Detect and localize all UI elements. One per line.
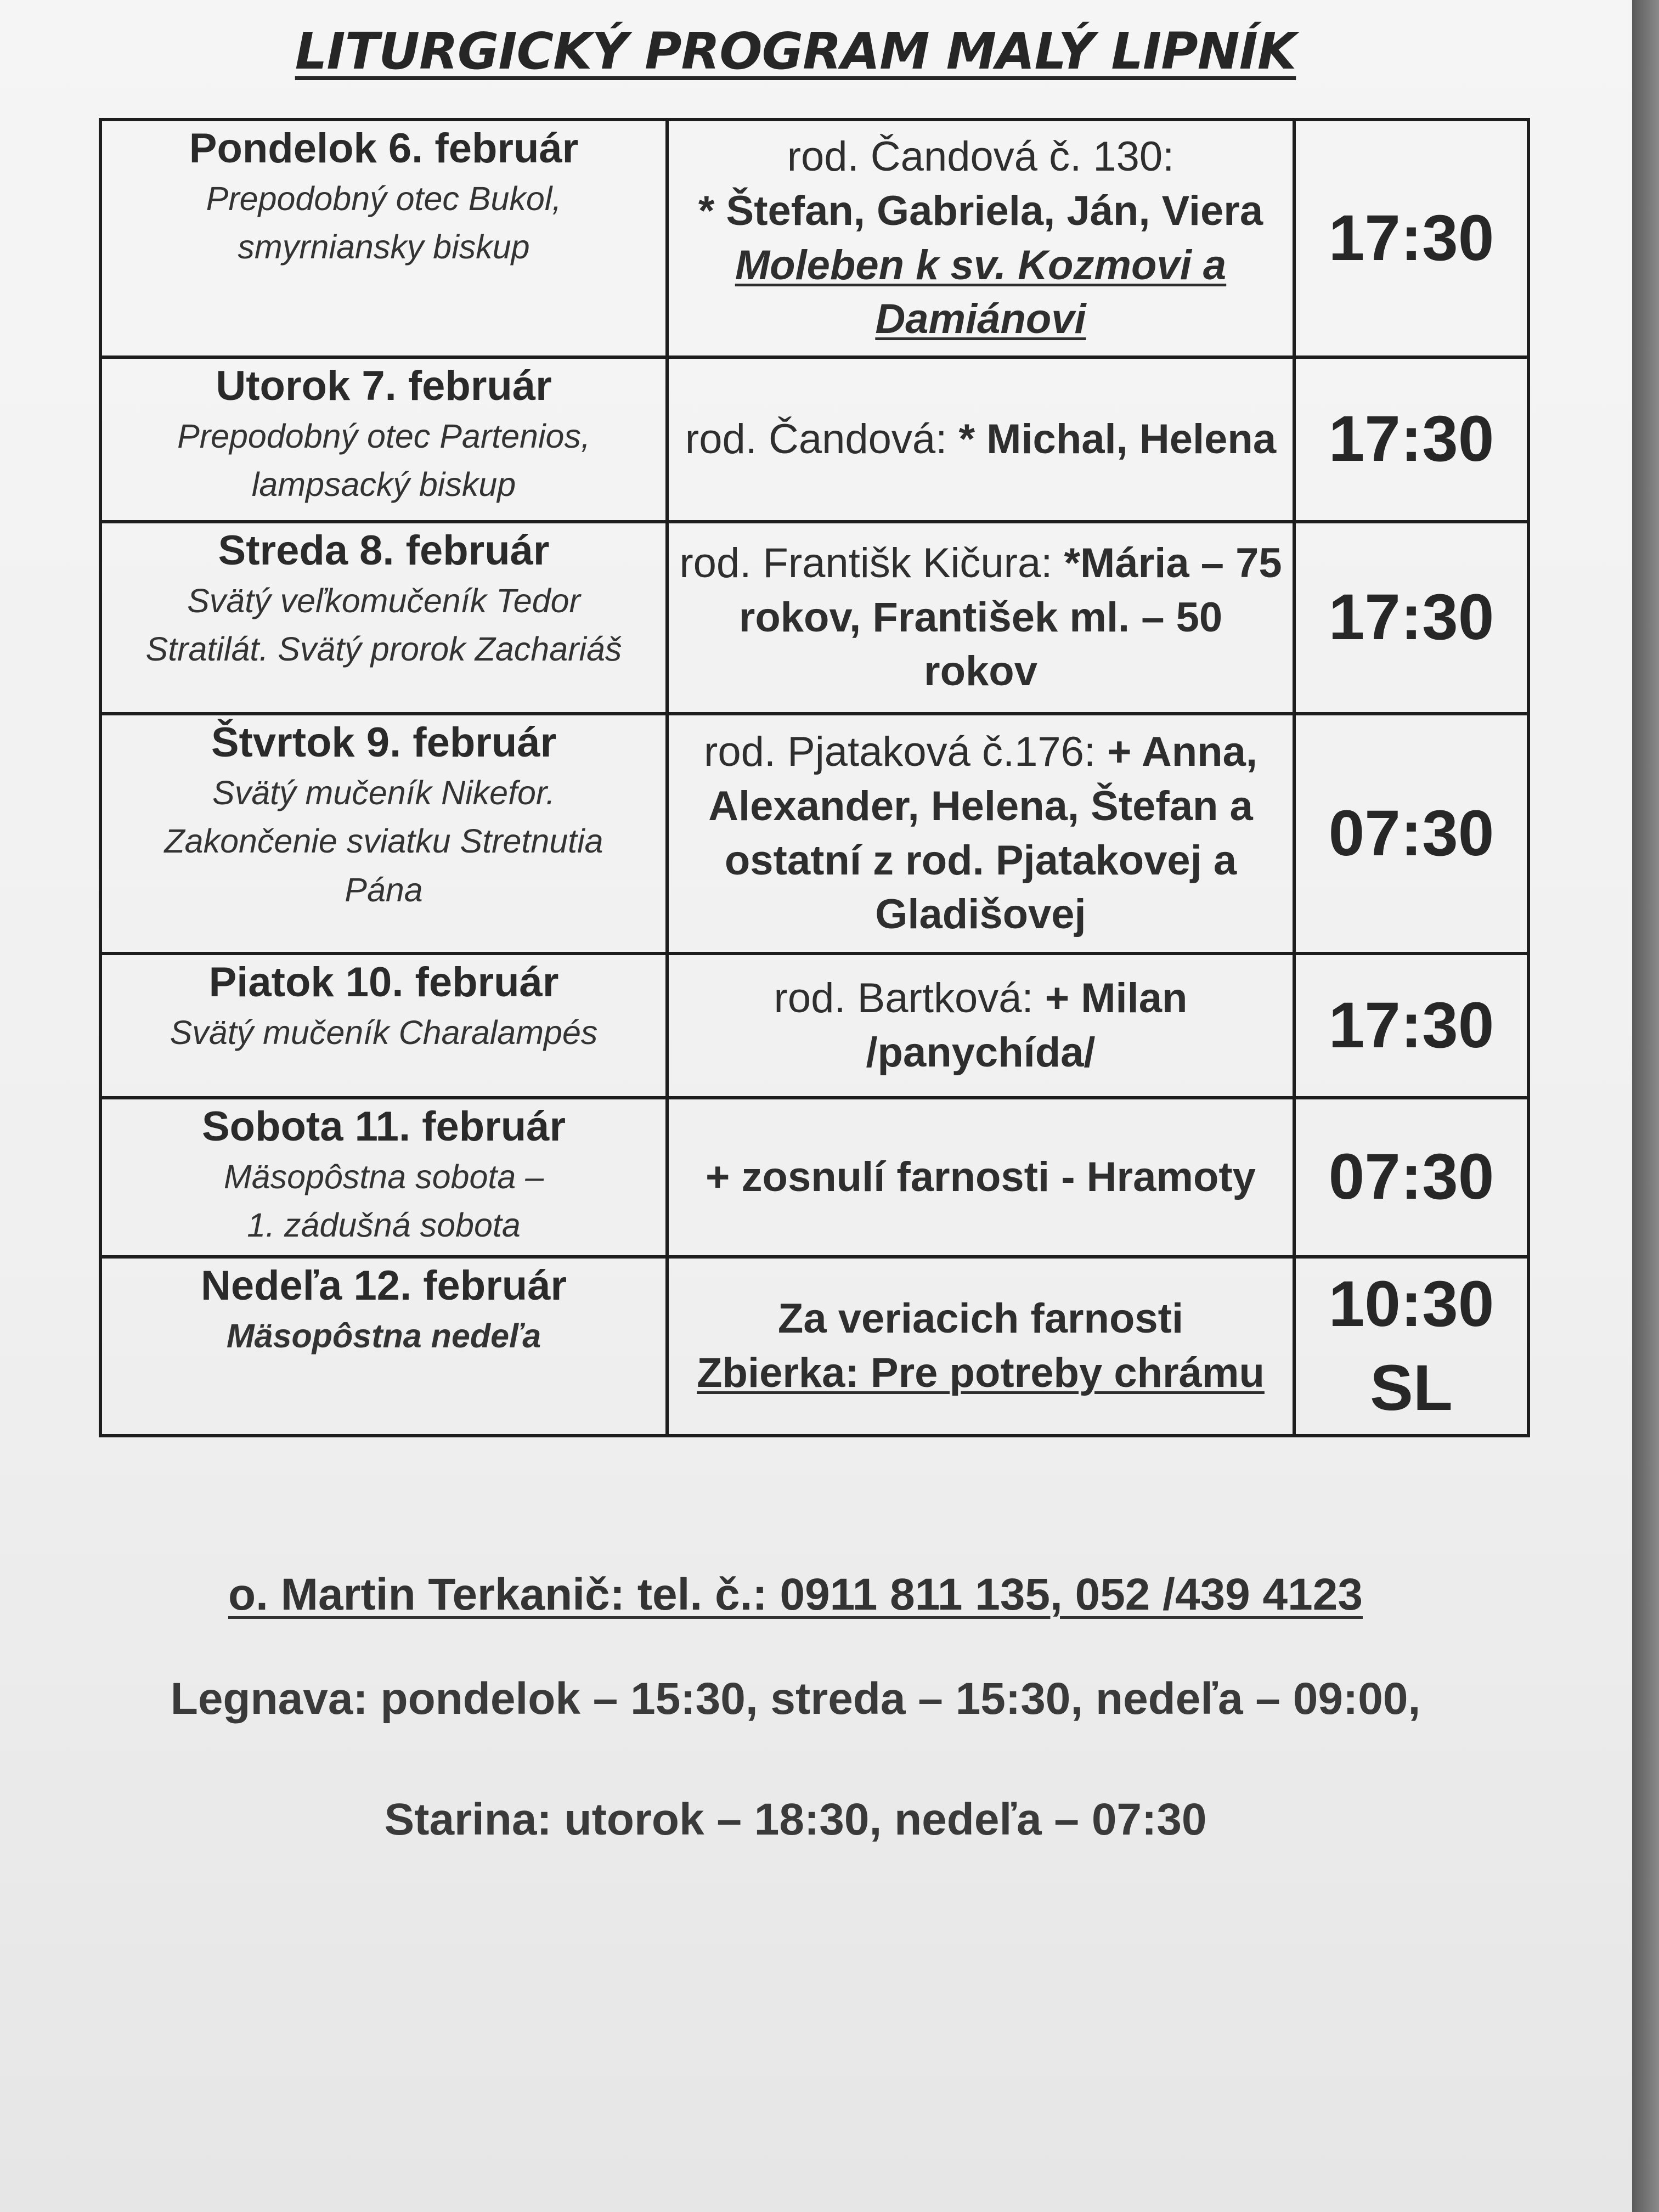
intention-cell [667,953,1294,1098]
desk-background [1632,0,1659,2212]
day-name: Sobota 11. február [201,1103,566,1150]
legnava-schedule: Legnava: pondelok – 15:30, streda – 15:30, nedeľa – 09:00, [170,1674,1421,1724]
table-row [100,357,1528,522]
collection-note: Zbierka: Pre potreby chrámu [697,1350,1265,1396]
intention-family: rod. Čandová: [685,415,947,462]
intention-cell [667,522,1294,714]
day-cell [100,714,667,953]
service-time: 17:30 [1328,201,1494,274]
service-time: 07:30 [1328,1141,1494,1214]
intention-family: rod. Čandová č. 130: [787,133,1175,180]
day-cell [100,953,667,1098]
time-cell [1294,1098,1528,1257]
day-name: Pondelok 6. február [189,125,579,172]
intention-cell [667,1098,1294,1257]
table-row [100,1098,1528,1257]
priest-contact: o. Martin Terkanič: tel. č.: 0911 811 135, 052 /439 4123 [228,1570,1363,1620]
saint-feast: Svätý mučeník Nikefor. Zakončenie sviatku Stretnutia Pána [164,774,603,909]
saint-feast: Svätý veľkomučeník Tedor Stratilát. Svätý prorok Zachariáš [145,582,622,668]
service-time: 10:30 [1328,1267,1494,1340]
time-cell [1294,357,1528,522]
table-row [100,953,1528,1098]
day-cell [100,120,667,357]
service-language: SL [1370,1352,1453,1424]
intention-names: *Mária – 75 rokov, František ml. – 50 rokov [738,539,1282,695]
intention-names: Za veriacich farnosti [777,1295,1184,1342]
intention-family: rod. Františk Kičura: [679,539,1053,586]
page-title: LITURGICKÝ PROGRAM MALÝ LIPNÍK [295,22,1296,81]
day-cell [100,1098,667,1257]
service-time: 07:30 [1328,797,1494,870]
time-cell [1294,120,1528,357]
intention-moleben: Moleben k sv. Kozmovi a Damiánovi [735,241,1227,343]
service-time: 17:30 [1328,403,1494,476]
day-cell [100,1257,667,1436]
saint-feast: Mäsopôstna nedeľa [226,1317,541,1355]
table-row [100,714,1528,953]
table-row [100,522,1528,714]
time-cell [1294,953,1528,1098]
intention-names: + zosnulí farnosti - Hramoty [706,1153,1256,1200]
saint-feast: Mäsopôstna sobota – 1. zádušná sobota [223,1158,544,1244]
intention-family: rod. Bartková: [774,974,1034,1022]
service-time: 17:30 [1328,581,1494,654]
service-time: 17:30 [1328,989,1494,1062]
saint-feast: Svätý mučeník Charalampés [170,1013,598,1051]
intention-names: + Milan /panychída/ [866,974,1188,1076]
day-cell [100,522,667,714]
time-cell [1294,714,1528,953]
day-name: Nedeľa 12. február [200,1262,567,1309]
liturgy-schedule-table [99,118,1530,1437]
intention-names: * Štefan, Gabriela, Ján, Viera [698,187,1263,234]
intention-cell [667,1257,1294,1436]
day-name: Utorok 7. február [216,363,552,409]
day-name: Piatok 10. február [208,959,559,1006]
starina-schedule: Starina: utorok – 18:30, nedeľa – 07:30 [384,1795,1207,1844]
intention-cell [667,120,1294,357]
saint-feast: Prepodobný otec Partenios, lampsacký biskup [177,417,590,504]
table-row [100,1257,1528,1436]
intention-family: rod. Pjataková č.176: [704,728,1096,775]
time-cell [1294,1257,1528,1436]
table-row [100,120,1528,357]
intention-names: + Anna, Alexander, Helena, Štefan a ostatní z rod. Pjatakovej a Gladišovej [708,728,1257,938]
saint-feast: Prepodobný otec Bukol, smyrniansky biskup [206,179,562,266]
day-name: Štvrtok 9. február [211,719,557,766]
day-name: Streda 8. február [218,527,550,574]
time-cell [1294,522,1528,714]
day-cell [100,357,667,522]
intention-cell [667,357,1294,522]
intention-names: * Michal, Helena [958,415,1277,462]
intention-cell [667,714,1294,953]
